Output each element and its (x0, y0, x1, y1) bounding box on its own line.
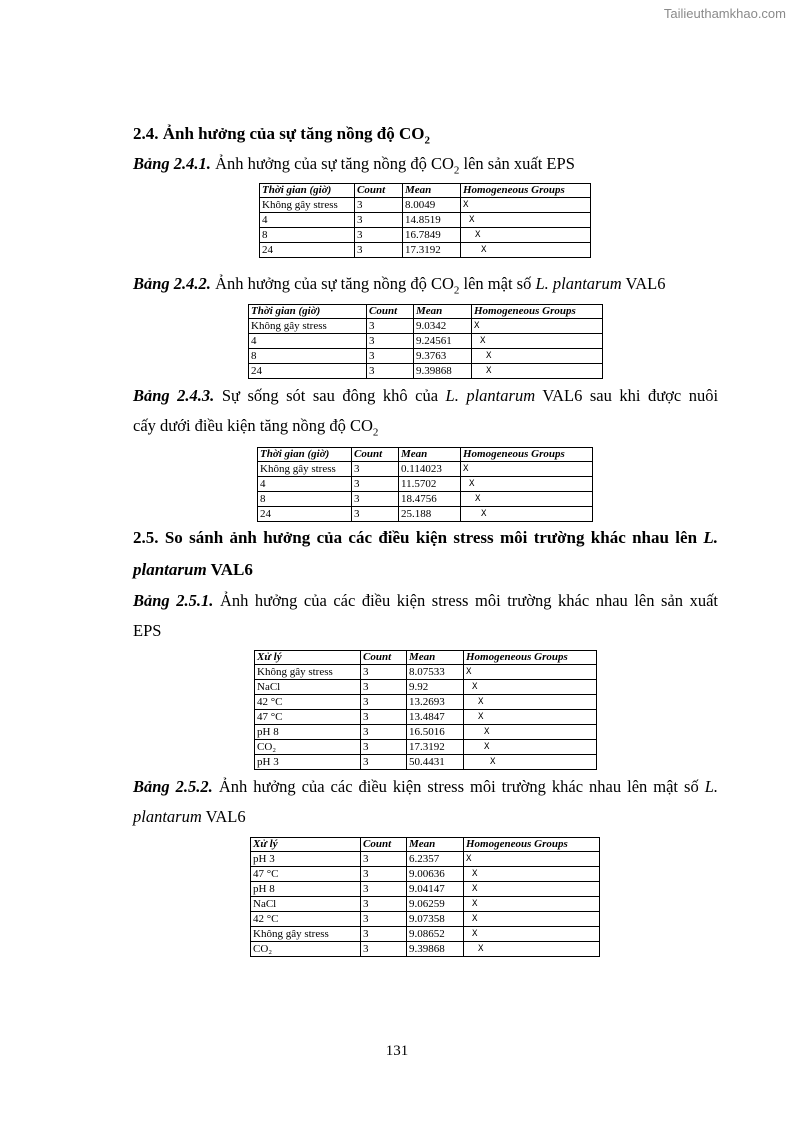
table-header-row (249, 305, 603, 319)
table-row (260, 198, 591, 213)
group-marker: X (480, 336, 486, 346)
homogeneous-group-cell (464, 740, 597, 755)
group-marker: X (472, 869, 478, 879)
table-cell: pH 8 (251, 882, 361, 897)
group-marker: X (472, 929, 478, 939)
column-header: Homogeneous Groups (464, 651, 597, 665)
column-header: Mean (414, 305, 472, 319)
group-marker: X (466, 667, 472, 677)
table-cell: 3 (352, 462, 399, 477)
table-cell: 42 °C (255, 695, 361, 710)
group-marker: X (486, 366, 492, 376)
column-header: Count (355, 184, 403, 198)
homogeneous-group-cell (464, 867, 600, 882)
table-cell: Không gây stress (260, 198, 355, 213)
table-row (255, 740, 597, 755)
table-2-5-2 (250, 837, 600, 957)
table-cell: 11.5702 (399, 477, 461, 492)
group-marker: X (463, 200, 469, 210)
group-marker: X (466, 854, 472, 864)
table-cell: 24 (258, 507, 352, 522)
table-cell: 3 (361, 852, 407, 867)
table-cell: 9.39868 (407, 942, 464, 957)
group-marker: X (478, 944, 484, 954)
table-cell: NaCl (251, 897, 361, 912)
column-header: Homogeneous Groups (461, 448, 593, 462)
table-cell: 3 (361, 740, 407, 755)
column-header: Thời gian (giờ) (260, 184, 355, 198)
table-cell: Không gây stress (258, 462, 352, 477)
column-header: Homogeneous Groups (461, 184, 591, 198)
table-cell: 3 (367, 364, 414, 379)
table-cell: 3 (352, 477, 399, 492)
group-marker: X (486, 351, 492, 361)
table-cell: pH 3 (251, 852, 361, 867)
watermark: Tailieuthamkhao.com (663, 6, 786, 21)
column-header: Mean (399, 448, 461, 462)
table-row (255, 755, 597, 770)
table-row (260, 243, 591, 258)
section-heading-2-4: 2.4. Ảnh hưởng của sự tăng nồng độ $CO_2$ (133, 124, 431, 147)
table-2-5-1 (254, 650, 597, 770)
table-row (255, 680, 597, 695)
table-cell: 13.2693 (407, 695, 464, 710)
homogeneous-group-cell (464, 680, 597, 695)
homogeneous-group-cell (461, 477, 593, 492)
homogeneous-group-cell (464, 912, 600, 927)
table-cell: 42 °C (251, 912, 361, 927)
homogeneous-group-cell (472, 364, 603, 379)
table-cell: 3 (361, 897, 407, 912)
group-marker: X (478, 712, 484, 722)
table-cell: 3 (352, 507, 399, 522)
table-cell: 3 (361, 695, 407, 710)
table-cell: pH 8 (255, 725, 361, 740)
homogeneous-group-cell (464, 725, 597, 740)
table-cell: 3 (361, 882, 407, 897)
table-caption-2-4-3-line1: Bảng 2.4.3. Sự sống sót sau đông khô của L. plantarum VAL6 sau khi được nuôi (133, 386, 719, 405)
table-cell: pH 3 (255, 755, 361, 770)
group-marker: X (490, 757, 496, 767)
table-cell: 9.3763 (414, 349, 472, 364)
homogeneous-group-cell (461, 462, 593, 477)
group-marker: X (484, 727, 490, 737)
table-cell: 9.00636 (407, 867, 464, 882)
group-marker: X (463, 464, 469, 474)
table-cell: 6.2357 (407, 852, 464, 867)
table-cell: Không gây stress (251, 927, 361, 942)
homogeneous-group-cell (472, 349, 603, 364)
table-cell: 3 (361, 710, 407, 725)
table-cell: 3 (355, 198, 403, 213)
table-cell: 3 (361, 755, 407, 770)
homogeneous-group-cell (464, 897, 600, 912)
table-cell: 14.8519 (403, 213, 461, 228)
homogeneous-group-cell (461, 492, 593, 507)
table-cell: Không gây stress (249, 319, 367, 334)
table-cell: 8 (258, 492, 352, 507)
table-2-4-1 (259, 183, 591, 258)
homogeneous-group-cell (461, 243, 591, 258)
homogeneous-group-cell (464, 755, 597, 770)
table-cell: 18.4756 (399, 492, 461, 507)
table-row (258, 477, 593, 492)
section-heading-2-5-line2: plantarum VAL6 (133, 560, 253, 579)
column-header: Thời gian (giờ) (249, 305, 367, 319)
group-marker: X (481, 509, 487, 519)
table-row (251, 912, 600, 927)
table-cell: 4 (249, 334, 367, 349)
table-row (251, 897, 600, 912)
column-header: Count (361, 838, 407, 852)
homogeneous-group-cell (464, 927, 600, 942)
table-row (260, 213, 591, 228)
table-cell: 9.06259 (407, 897, 464, 912)
table-cell: 17.3192 (407, 740, 464, 755)
column-header: Mean (403, 184, 461, 198)
table-row (251, 942, 600, 957)
table-cell: Không gây stress (255, 665, 361, 680)
homogeneous-group-cell (464, 695, 597, 710)
table-row (249, 349, 603, 364)
group-marker: X (469, 479, 475, 489)
table-cell: 47 °C (255, 710, 361, 725)
table-cell: 3 (367, 319, 414, 334)
table-cell: 17.3192 (403, 243, 461, 258)
table-row (249, 364, 603, 379)
table-caption-2-4-3-line2: cấy dưới điều kiện tăng nồng độ $CO_2$ (133, 416, 379, 439)
column-header: Count (367, 305, 414, 319)
table-cell: 0.114023 (399, 462, 461, 477)
table-cell: 4 (258, 477, 352, 492)
group-marker: X (472, 914, 478, 924)
table-row (255, 695, 597, 710)
table-row (251, 927, 600, 942)
table-cell: 16.5016 (407, 725, 464, 740)
table-cell: 8.07533 (407, 665, 464, 680)
table-cell: 3 (367, 334, 414, 349)
column-header: Homogeneous Groups (464, 838, 600, 852)
table-caption-2-5-1-line2: EPS (133, 621, 162, 640)
table-row (255, 725, 597, 740)
table-cell: 3 (361, 912, 407, 927)
column-header: Count (361, 651, 407, 665)
table-cell: 47 °C (251, 867, 361, 882)
table-cell: 3 (367, 349, 414, 364)
table-row (249, 334, 603, 349)
section-heading-2-5-line1: 2.5. So sánh ảnh hưởng của các điều kiện stress môi trường khác nhau lên L. (133, 528, 719, 547)
group-marker: X (472, 884, 478, 894)
table-header-row (255, 651, 597, 665)
table-caption-2-4-1: Bảng 2.4.1. Ảnh hưởng của sự tăng nồng độ $CO_2$ lên sản xuất EPS (133, 154, 575, 177)
table-cell: 3 (361, 867, 407, 882)
table-header-row (260, 184, 591, 198)
table-cell: 3 (361, 665, 407, 680)
table-row (251, 852, 600, 867)
column-header: Mean (407, 838, 464, 852)
homogeneous-group-cell (464, 665, 597, 680)
table-row (249, 319, 603, 334)
table-cell: 3 (361, 680, 407, 695)
table-caption-2-5-2-line2: plantarum VAL6 (133, 807, 246, 826)
table-cell: NaCl (255, 680, 361, 695)
table-caption-2-5-1-line1: Bảng 2.5.1. Ảnh hưởng của các điều kiện stress môi trường khác nhau lên sản xuất (133, 591, 719, 610)
table-row (255, 710, 597, 725)
table-row (258, 462, 593, 477)
table-row (258, 507, 593, 522)
group-marker: X (472, 899, 478, 909)
column-header: Mean (407, 651, 464, 665)
column-header: Count (352, 448, 399, 462)
group-marker: X (469, 215, 475, 225)
group-marker: X (481, 245, 487, 255)
table-cell: 8 (249, 349, 367, 364)
homogeneous-group-cell (461, 198, 591, 213)
table-cell: 9.92 (407, 680, 464, 695)
column-header: Xử lý (251, 838, 361, 852)
table-cell: CO₂ (255, 740, 361, 755)
table-row (260, 228, 591, 243)
table-cell: 9.08652 (407, 927, 464, 942)
group-marker: X (484, 742, 490, 752)
column-header: Xử lý (255, 651, 361, 665)
table-cell: CO₂ (251, 942, 361, 957)
table-cell: 9.07358 (407, 912, 464, 927)
table-row (255, 665, 597, 680)
group-marker: X (478, 697, 484, 707)
table-header-row (258, 448, 593, 462)
table-row (251, 882, 600, 897)
table-cell: 3 (355, 213, 403, 228)
table-cell: 9.39868 (414, 364, 472, 379)
page-number: 131 (385, 1043, 409, 1059)
homogeneous-group-cell (464, 882, 600, 897)
homogeneous-group-cell (472, 334, 603, 349)
homogeneous-group-cell (464, 710, 597, 725)
table-cell: 3 (352, 492, 399, 507)
homogeneous-group-cell (461, 213, 591, 228)
homogeneous-group-cell (461, 507, 593, 522)
group-marker: X (475, 230, 481, 240)
table-cell: 25.188 (399, 507, 461, 522)
table-2-4-2 (248, 304, 603, 379)
homogeneous-group-cell (472, 319, 603, 334)
table-2-4-3 (257, 447, 593, 522)
table-caption-2-4-2: Bảng 2.4.2. Ảnh hưởng của sự tăng nồng độ $CO_2$ lên mật số L. plantarum VAL6 (133, 274, 666, 297)
table-cell: 9.04147 (407, 882, 464, 897)
table-cell: 3 (355, 243, 403, 258)
table-row (258, 492, 593, 507)
table-cell: 8.0049 (403, 198, 461, 213)
group-marker: X (472, 682, 478, 692)
column-header: Homogeneous Groups (472, 305, 603, 319)
table-cell: 3 (361, 942, 407, 957)
table-row (251, 867, 600, 882)
table-cell: 4 (260, 213, 355, 228)
table-cell: 24 (249, 364, 367, 379)
table-caption-2-5-2-line1: Bảng 2.5.2. Ảnh hưởng của các điều kiện stress môi trường khác nhau lên mật số L. (133, 777, 719, 796)
table-cell: 9.24561 (414, 334, 472, 349)
group-marker: X (474, 321, 480, 331)
table-cell: 16.7849 (403, 228, 461, 243)
homogeneous-group-cell (464, 852, 600, 867)
table-cell: 24 (260, 243, 355, 258)
column-header: Thời gian (giờ) (258, 448, 352, 462)
homogeneous-group-cell (461, 228, 591, 243)
table-cell: 13.4847 (407, 710, 464, 725)
homogeneous-group-cell (464, 942, 600, 957)
table-cell: 3 (361, 927, 407, 942)
table-cell: 8 (260, 228, 355, 243)
group-marker: X (475, 494, 481, 504)
table-cell: 3 (355, 228, 403, 243)
table-cell: 9.0342 (414, 319, 472, 334)
table-cell: 3 (361, 725, 407, 740)
table-cell: 50.4431 (407, 755, 464, 770)
table-header-row (251, 838, 600, 852)
